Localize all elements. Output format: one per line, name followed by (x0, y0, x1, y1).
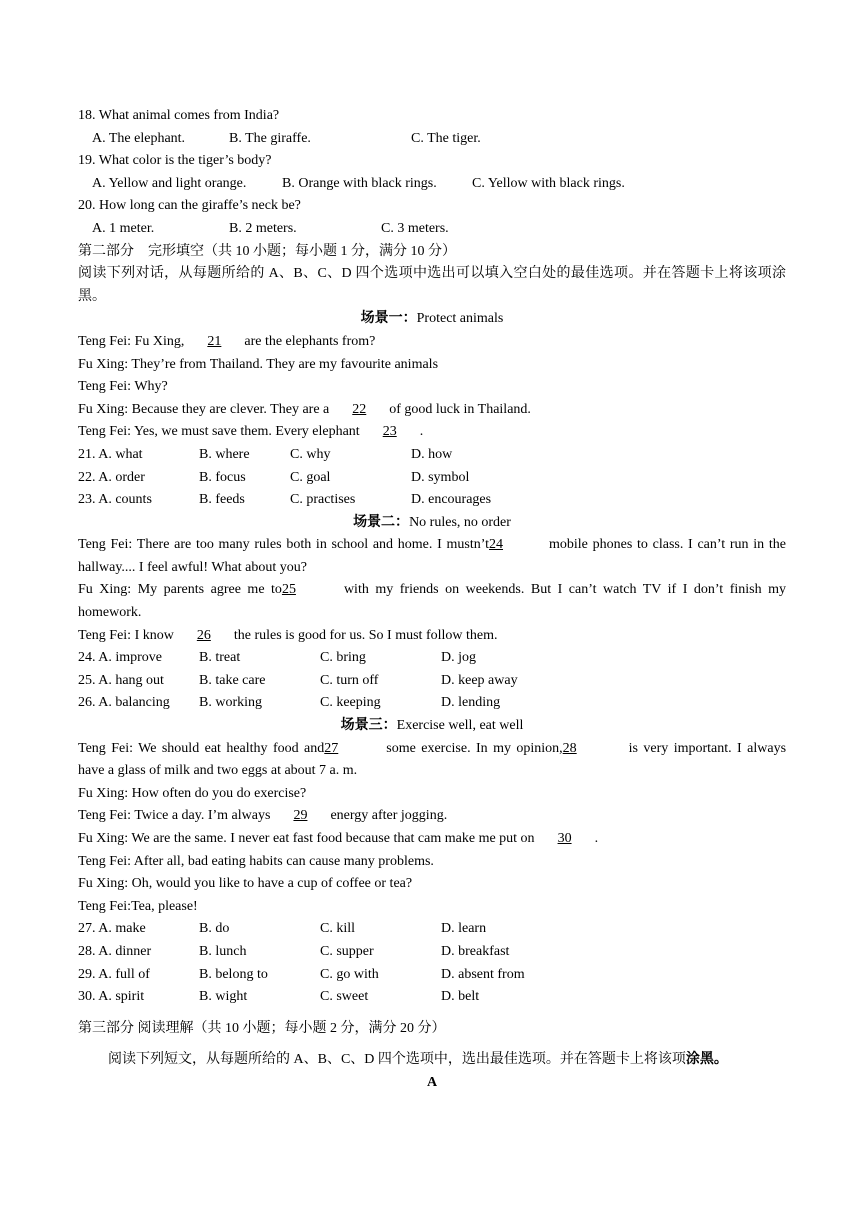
dialogue-text: Fu Xing: We are the same. I never eat fast food because that cam make me put on (78, 831, 535, 846)
scene1-heading (78, 308, 786, 331)
blank-27: 27 (324, 740, 339, 756)
spacer (78, 1009, 786, 1018)
question-text: 18. What animal comes from India? (78, 108, 280, 123)
options-row (78, 692, 786, 715)
option-b: B. feeds (199, 492, 245, 508)
dialogue-line (78, 331, 786, 354)
option-d: D. symbol (411, 469, 470, 485)
question-19-options (78, 173, 786, 196)
option-c: C. go with (320, 966, 379, 982)
options-row (78, 670, 786, 693)
option-b: B. Orange with black rings. (282, 175, 437, 191)
option-c: C. practises (290, 492, 356, 508)
blank-30: 30 (557, 831, 572, 846)
option-c: C. 3 meters. (381, 220, 449, 236)
blank-24: 24 (489, 537, 504, 553)
section-heading: 第二部分 完形填空（共 10 小题；每小题 1 分，满分 10 分） (78, 243, 456, 259)
option-b: B. working (199, 695, 262, 711)
scene-title: Exercise well, eat well (396, 718, 524, 734)
options-row (78, 941, 786, 964)
option-a: A. The elephant. (92, 130, 186, 146)
option-a: 21. A. what (78, 446, 143, 462)
option-d: D. lending (441, 695, 501, 711)
option-d: D. belt (441, 989, 480, 1005)
dialogue-text: Teng Fei: I know (78, 627, 174, 643)
options-row (78, 467, 786, 490)
option-a: 27. A. make (78, 921, 146, 937)
question-20 (78, 195, 786, 218)
option-a: 28. A. dinner (78, 943, 152, 959)
option-c: C. goal (290, 469, 331, 485)
option-b: B. treat (199, 650, 241, 666)
dialogue-text: energy after jogging. (330, 808, 448, 824)
option-a: A. Yellow and light orange. (92, 175, 247, 191)
option-b: B. belong to (199, 966, 268, 982)
option-d: D. breakfast (441, 943, 510, 959)
dialogue-line (78, 805, 786, 828)
dialogue-line (78, 421, 786, 444)
dialogue-text: . (594, 831, 599, 846)
option-d: D. encourages (411, 492, 492, 508)
option-a: 29. A. full of (78, 966, 150, 982)
option-c: C. Yellow with black rings. (472, 175, 625, 191)
options-row (78, 964, 786, 987)
dialogue-line: Teng Fei: Why? (78, 379, 168, 395)
scene-title: Protect animals (416, 311, 504, 327)
dialogue-line: Fu Xing: How often do you do exercise? (78, 785, 307, 801)
option-c: C. The tiger. (411, 130, 481, 146)
dialogue-paragraph (78, 534, 786, 579)
option-d: D. keep away (441, 672, 518, 688)
dialogue-text: Teng Fei: Twice a day. I’m always (78, 808, 271, 824)
option-b: B. The giraffe. (229, 130, 311, 146)
section-heading: 第三部分 阅读理解（共 10 小题；每小题 2 分，满分 20 分） (78, 1020, 446, 1036)
dialogue-line: Fu Xing: Oh, would you like to have a cup of coffee or tea? (78, 876, 413, 892)
dialogue-text: with my friends on weekends. But I can’t watch TV if I don’t finish my homework. (78, 582, 786, 621)
blank-23: 23 (382, 424, 397, 440)
part3-title (78, 1018, 786, 1041)
dialogue-text: some exercise. In my opinion, (386, 740, 563, 756)
blank-25: 25 (281, 582, 296, 598)
option-b: B. focus (199, 469, 246, 485)
instruction-emphasis: 涂黑。 (685, 1052, 728, 1068)
scene-title: No rules, no order (409, 514, 511, 530)
exam-page (78, 105, 786, 1095)
option-c: C. kill (320, 921, 356, 937)
option-d: D. how (411, 446, 453, 462)
option-a: 26. A. balancing (78, 695, 170, 711)
option-c: C. bring (320, 650, 366, 666)
question-19 (78, 150, 786, 173)
option-d: D. learn (441, 921, 487, 937)
option-b: B. do (199, 921, 230, 937)
dialogue-paragraph (78, 738, 786, 783)
blank-28: 28 (562, 740, 577, 756)
option-b: B. wight (199, 989, 248, 1005)
question-18-options (78, 128, 786, 151)
scene2-heading (78, 512, 786, 535)
option-a: 30. A. spirit (78, 989, 145, 1005)
scene3-heading (78, 715, 786, 738)
dialogue-text: Teng Fei: Fu Xing, (78, 333, 185, 349)
dialogue-line (78, 828, 786, 851)
part2-instructions: 阅读下列对话，从每题所给的 A、B、C、D 四个选项中选出可以填入空白处的最佳选项。并在答题卡上将该项涂黑。 (78, 266, 786, 304)
scene-label: 场景二： (353, 514, 410, 530)
dialogue-text: the rules is good for us. So I must follow them. (233, 627, 498, 643)
dialogue-line (78, 625, 786, 648)
options-row (78, 986, 786, 1009)
option-c: C. supper (320, 943, 374, 959)
option-b: B. lunch (199, 943, 247, 959)
option-c: C. turn off (320, 672, 379, 688)
question-text: 20. How long can the giraffe’s neck be? (78, 198, 301, 214)
option-a: 22. A. order (78, 469, 145, 485)
dialogue-line: Teng Fei:Tea, please! (78, 898, 198, 914)
option-d: D. jog (441, 650, 476, 666)
question-20-options (78, 218, 786, 241)
question-18 (78, 105, 786, 128)
option-c: C. keeping (320, 695, 381, 711)
blank-22: 22 (352, 401, 367, 417)
options-row (78, 489, 786, 512)
option-a: 25. A. hang out (78, 672, 164, 688)
dialogue-text: . (419, 424, 424, 440)
dialogue-text: are the elephants from? (244, 333, 376, 349)
instruction-text: 阅读下列短文，从每题所给的 A、B、C、D 四个选项中，选出最佳选项。并在答题卡上将该项 (108, 1052, 686, 1068)
options-row (78, 918, 786, 941)
dialogue-text: is very important. I always have a glass of milk and two eggs at about 7 a. m. (78, 740, 787, 779)
dialogue-line: Teng Fei: After all, bad eating habits can cause many problems. (78, 853, 434, 869)
option-a: 23. A. counts (78, 492, 152, 508)
blank-26: 26 (196, 627, 211, 643)
dialogue-text: Fu Xing: Because they are clever. They are a (78, 401, 330, 417)
option-d: D. absent from (441, 966, 525, 982)
option-b: B. take care (199, 672, 266, 688)
options-row (78, 647, 786, 670)
dialogue-text: Teng Fei: There are too many rules both in school and home. I mustn’t (78, 537, 490, 553)
dialogue-text: Teng Fei: Yes, we must save them. Every elephant (78, 424, 360, 440)
passage-label: A (426, 1074, 438, 1090)
option-a: A. 1 meter. (92, 220, 155, 236)
dialogue-line: Fu Xing: They’re from Thailand. They are my favourite animals (78, 356, 439, 372)
part3-instructions (78, 1049, 786, 1072)
part2-title (78, 241, 786, 264)
option-c: C. sweet (320, 989, 369, 1005)
dialogue-paragraph (78, 579, 786, 624)
dialogue-text: Teng Fei: We should eat healthy food and (78, 740, 325, 756)
question-text: 19. What color is the tiger’s body? (78, 153, 272, 169)
spacer (78, 1040, 786, 1049)
dialogue-line (78, 399, 786, 422)
options-row (78, 444, 786, 467)
option-c: C. why (290, 446, 331, 462)
dialogue-text: of good luck in Thailand. (389, 401, 531, 417)
blank-29: 29 (293, 808, 308, 824)
blank-21: 21 (207, 333, 222, 349)
dialogue-text: Fu Xing: My parents agree me to (78, 582, 282, 598)
option-a: 24. A. improve (78, 650, 162, 666)
scene-label: 场景一： (360, 311, 417, 327)
dialogue-text: mobile phones to class. I can’t run in the hallway.... I feel awful! What about you? (78, 537, 786, 575)
option-b: B. where (199, 446, 250, 462)
scene-label: 场景三： (340, 718, 397, 734)
option-b: B. 2 meters. (229, 220, 297, 236)
